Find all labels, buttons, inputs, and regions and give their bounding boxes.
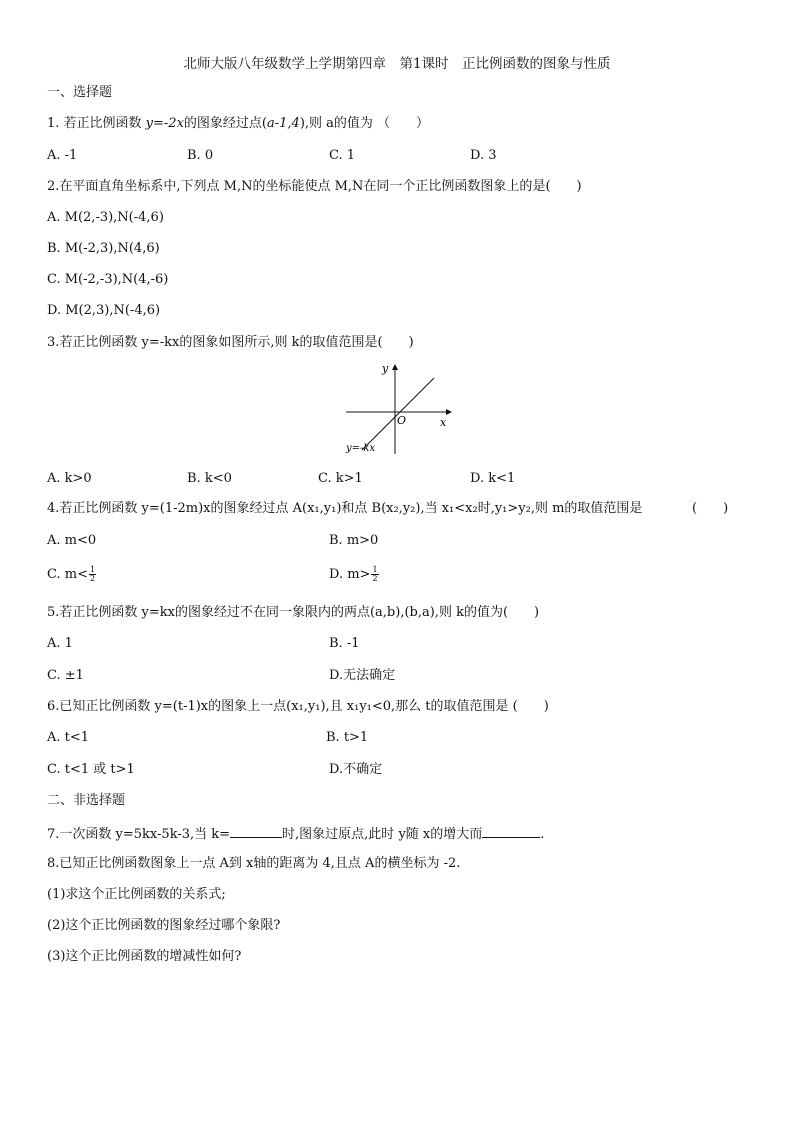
- q7-part3: .: [540, 827, 545, 842]
- q7-blank-trend[interactable]: [482, 825, 540, 838]
- q4-option-b[interactable]: B. m>0: [329, 533, 379, 548]
- q4-option-d-fraction: $\frac{1}{2}$: [372, 565, 378, 583]
- q1-option-a[interactable]: A. -1: [47, 148, 78, 163]
- q7-part1: 7.一次函数 y=5kx-5k-3,当 k=: [47, 827, 231, 842]
- q8-sub-2: (2)这个正比例函数的图象经过哪个象限?: [47, 918, 281, 933]
- q5-option-b[interactable]: B. -1: [329, 636, 360, 651]
- q2-option-a[interactable]: A. M(2,-3),N(-4,6): [47, 210, 164, 225]
- page-title: 北师大版八年级数学上学期第四章 第1课时 正比例函数的图象与性质: [183, 56, 611, 72]
- q3-origin-label: O: [397, 414, 407, 427]
- q3-function-line: [362, 378, 434, 450]
- q3-option-c[interactable]: C. k>1: [318, 471, 363, 486]
- q1-point: a-1,4: [266, 116, 300, 131]
- q6-option-d[interactable]: D.不确定: [329, 762, 383, 777]
- q3-x-label: x: [440, 416, 447, 429]
- question-4-stem: 4.若正比例函数 y=(1-2m)x的图象经过点 A(x₁,y₁)和点 B(x₂,y₂),当 x₁<x₂时,y₁>y₂,则 m的取值范围是: [47, 501, 643, 516]
- q4-option-a[interactable]: A. m<0: [47, 533, 97, 548]
- question-8-stem: 8.已知正比例函数图象上一点 A到 x轴的距离为 4,且点 A的横坐标为 -2.: [47, 856, 461, 871]
- question-2-stem: 2.在平面直角坐标系中,下列点 M,N的坐标能使点 M,N在同一个正比例函数图象上的是( ): [47, 179, 582, 194]
- q4-option-c[interactable]: [47, 566, 96, 583]
- question-1-stem: [47, 116, 429, 132]
- q5-option-a[interactable]: A. 1: [47, 636, 73, 651]
- q5-option-c[interactable]: C. ±1: [47, 668, 84, 683]
- q1-option-d[interactable]: D. 3: [470, 148, 497, 163]
- q7-blank-k[interactable]: [230, 825, 282, 838]
- q2-option-d[interactable]: D. M(2,3),N(-4,6): [47, 303, 161, 318]
- q3-graph: [340, 360, 460, 458]
- q6-option-b[interactable]: B. t>1: [326, 730, 369, 745]
- question-7-stem: [47, 825, 544, 843]
- q4-option-d[interactable]: [329, 566, 379, 583]
- q2-option-c[interactable]: C. M(-2,-3),N(4,-6): [47, 272, 169, 287]
- question-5-stem: 5.若正比例函数 y=kx的图象经过不在同一象限内的两点(a,b),(b,a),则 k的值为( ): [47, 605, 540, 620]
- section-heading-choice: 一、选择题: [47, 85, 113, 100]
- q2-option-b[interactable]: B. M(-2,3),N(4,6): [47, 241, 160, 256]
- q3-line-label: y=-kx: [346, 443, 376, 454]
- q7-part2: 时,图象过原点,此时 y随 x的增大而: [282, 827, 483, 842]
- q1-tail: ),则 a的值为 （ ）: [299, 116, 430, 131]
- q3-option-b[interactable]: B. k<0: [187, 471, 232, 486]
- question-3-stem: 3.若正比例函数 y=-kx的图象如图所示,则 k的取值范围是( ): [47, 335, 414, 350]
- q3-option-a[interactable]: A. k>0: [47, 471, 92, 486]
- q4-answer-paren: ( ): [692, 501, 729, 516]
- question-6-stem: 6.已知正比例函数 y=(t-1)x的图象上一点(x₁,y₁),且 x₁y₁<0,那么 t的取值范围是 ( ): [47, 699, 549, 714]
- q8-sub-1: (1)求这个正比例函数的关系式;: [47, 887, 226, 902]
- q1-mid: 的图象经过点(: [183, 116, 267, 131]
- q1-function: y=-2x: [145, 116, 184, 131]
- q6-option-c[interactable]: C. t<1 或 t>1: [47, 762, 135, 777]
- q5-option-d[interactable]: D.无法确定: [329, 668, 396, 683]
- q4-option-d-label: D. m>: [329, 567, 371, 582]
- q3-y-label: y: [382, 362, 389, 375]
- q1-num: 1. 若正比例函数: [47, 116, 146, 131]
- q3-x-arrow: [446, 409, 452, 415]
- q1-option-b[interactable]: B. 0: [187, 148, 214, 163]
- q3-option-d[interactable]: D. k<1: [470, 471, 516, 486]
- q1-option-c[interactable]: C. 1: [329, 148, 356, 163]
- q8-sub-3: (3)这个正比例函数的增减性如何?: [47, 949, 242, 964]
- q4-option-c-label: C. m<: [47, 567, 88, 582]
- section-heading-non-choice: 二、非选择题: [47, 793, 126, 808]
- q4-option-c-fraction: $\frac{1}{2}$: [89, 565, 96, 583]
- q6-option-a[interactable]: A. t<1: [47, 730, 90, 745]
- q3-y-arrow: [392, 364, 398, 370]
